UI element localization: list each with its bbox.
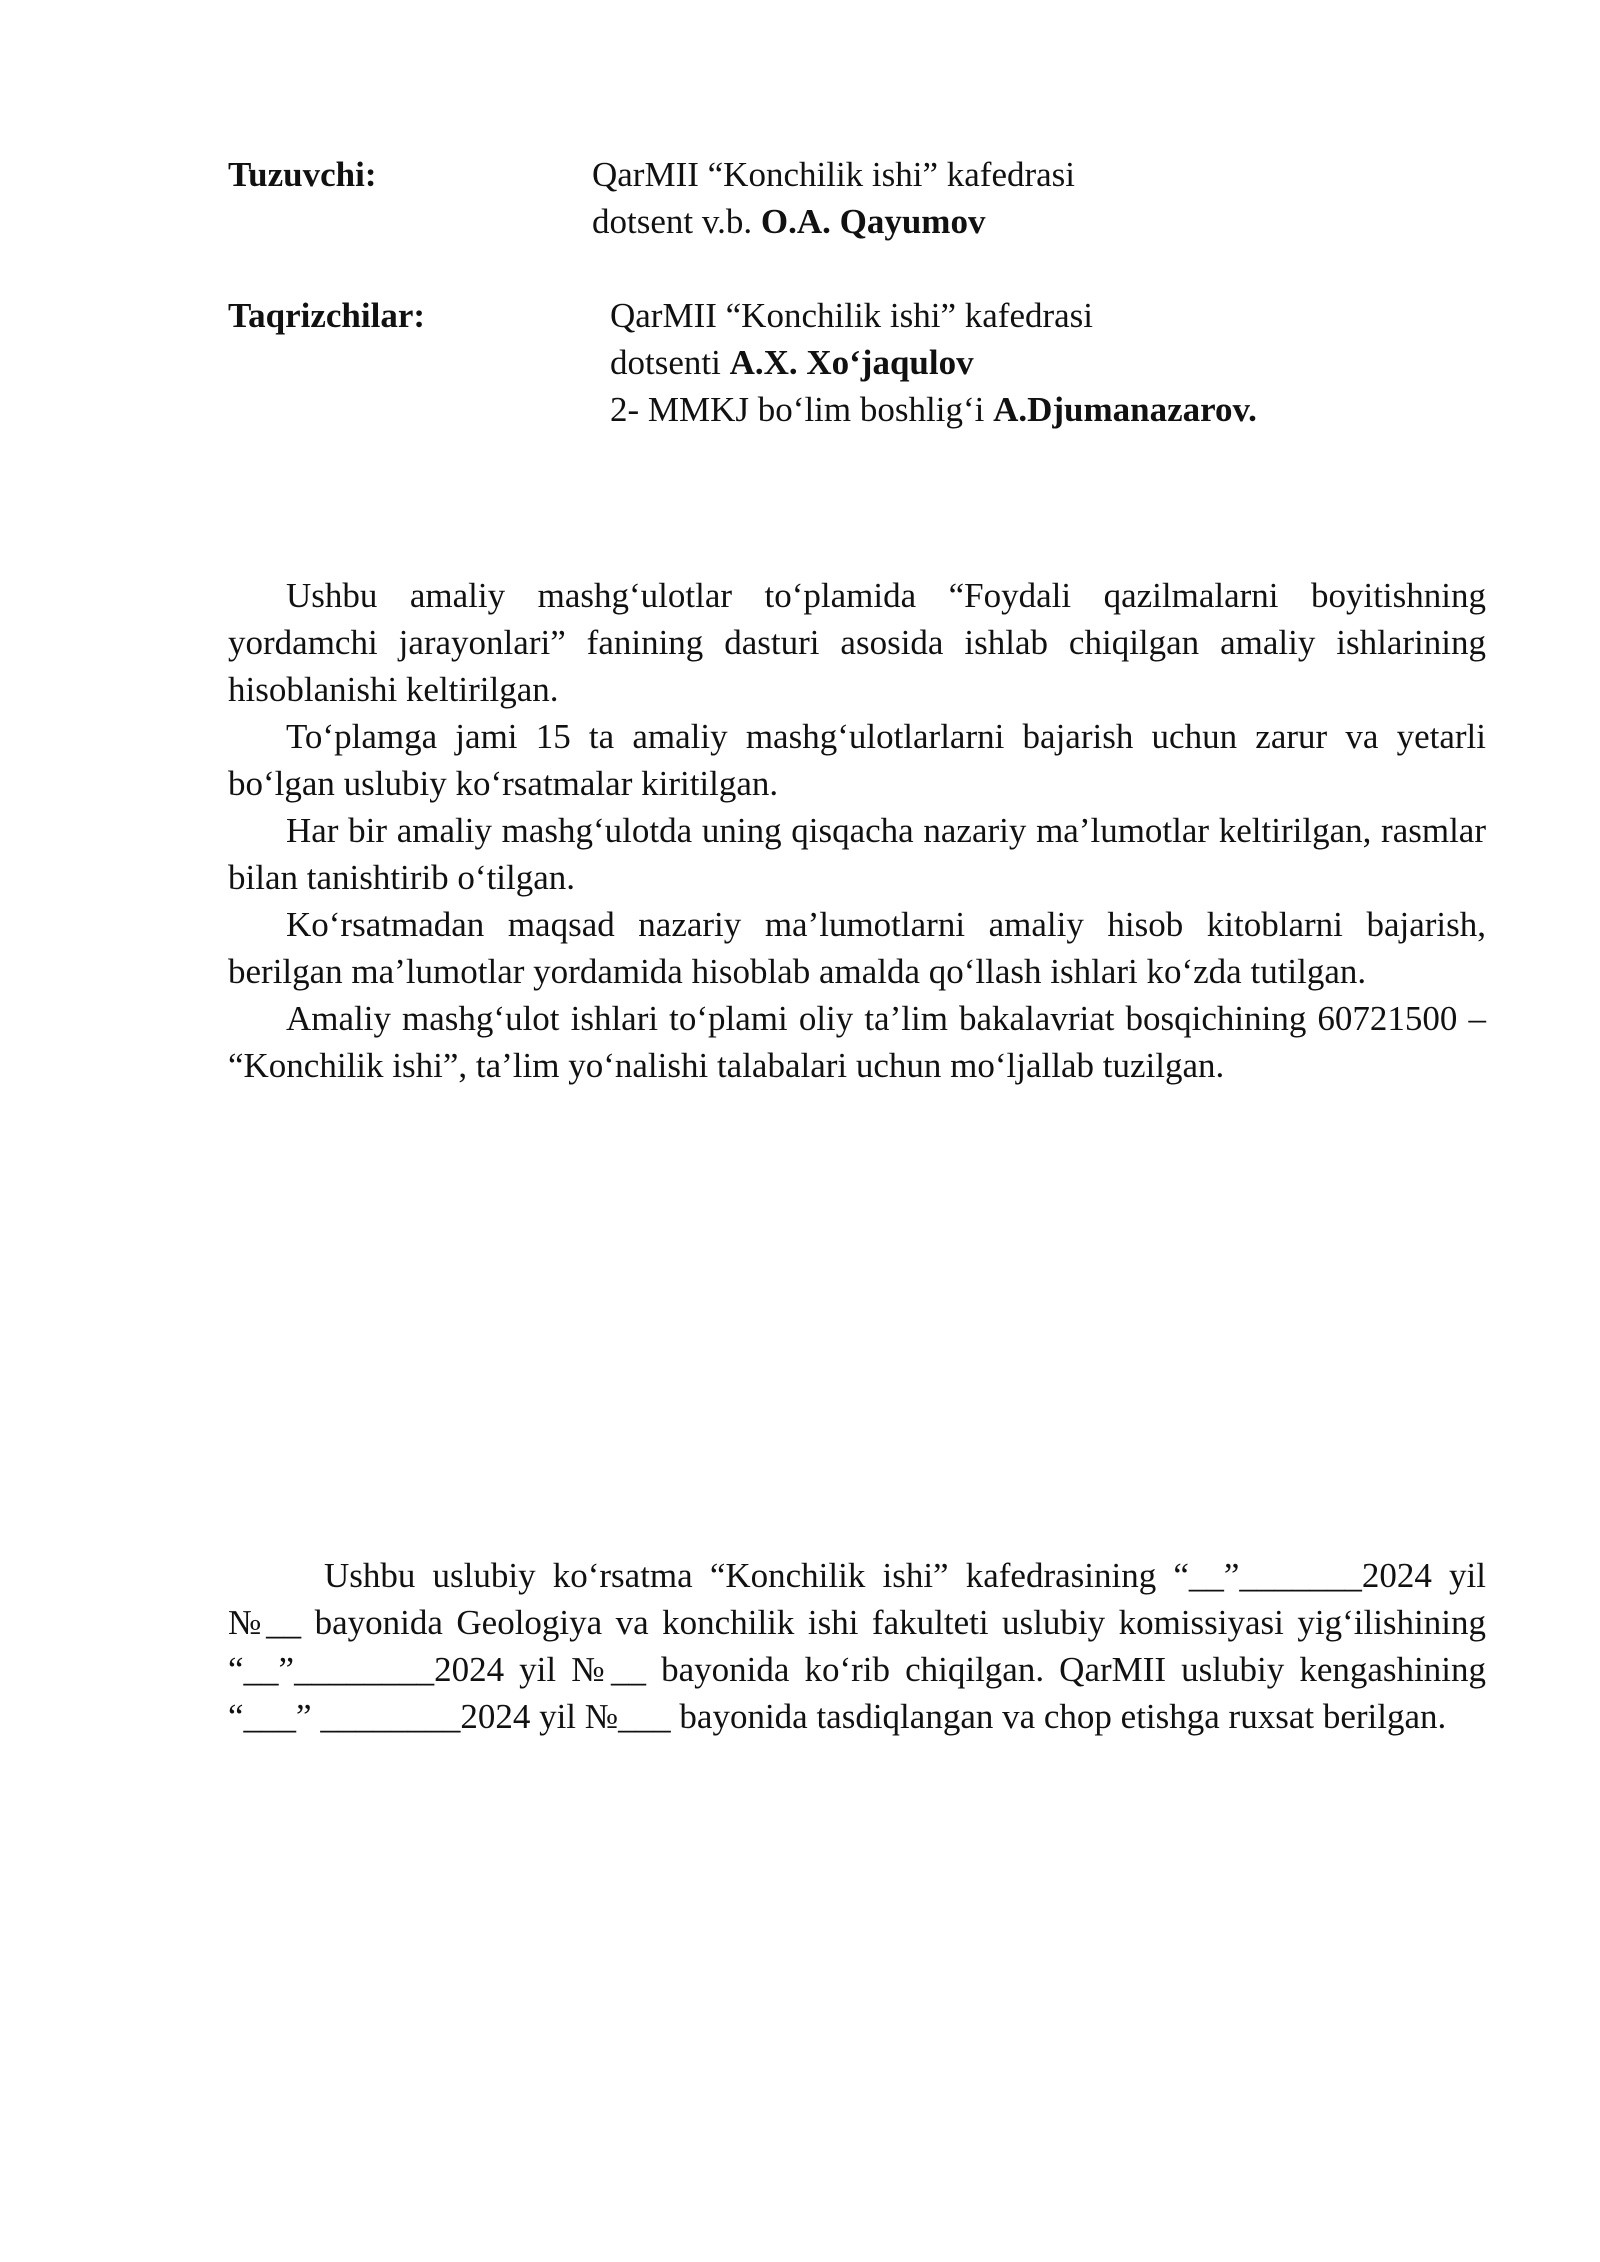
reviewer1-position: dotsenti: [610, 343, 730, 382]
author-label: Tuzuvchi:: [228, 155, 377, 194]
reviewers-block: [610, 292, 1257, 433]
author-title-line: [592, 198, 1075, 245]
author-affiliation: QarMII “Konchilik ishi” kafedrasi: [592, 155, 1076, 194]
annotation-paragraph: Ushbu amaliy mashg‘ulotlar to‘plamida “Foydali qazilmalarni boyitishning yordamchi jarayonlari” fanining dasturi asosida ishlab chiqilgan amaliy ishlarining hisoblanishi keltirilgan.: [228, 576, 1486, 709]
reviewer1-name: A.X. Xo‘jaqulov: [729, 343, 974, 382]
approval-statement: [228, 1552, 1486, 1740]
reviewer2-line: [610, 386, 1257, 433]
approval-paragraph: Ushbu uslubiy ko‘rsatma “Konchilik ishi” kafedrasining “__”_______2024 yil №__ bayonida Geologiya va konchilik ishi fakulteti uslubiy komissiyasi yig‘ilishining “__”________2024 yil №__ bayonida ko‘rib chiqilgan. QarMII uslubiy kengashining “___” ________2024 yil №___ bayonida tasdiqlangan va chop etishga ruxsat berilgan.: [228, 1556, 1486, 1736]
annotation-paragraph: Har bir amaliy mashg‘ulotda uning qisqacha nazariy ma’lumotlar keltirilgan, rasmlar bilan tanishtirib o‘tilgan.: [228, 811, 1486, 897]
reviewers-label: Taqrizchilar:: [228, 296, 426, 335]
reviewer2-name: A.Djumanazarov.: [993, 390, 1257, 429]
reviewer1-affiliation: QarMII “Konchilik ishi” kafedrasi: [610, 296, 1094, 335]
annotation-paragraph: Ko‘rsatmadan maqsad nazariy ma’lumotlarni amaliy hisob kitoblarni bajarish, berilgan ma’lumotlar yordamida hisoblab amalda qo‘llash ishlari ko‘zda tutilgan.: [228, 905, 1486, 991]
reviewer1-title-line: [610, 339, 1257, 386]
annotation-text: [228, 572, 1486, 1089]
annotation-paragraph: To‘plamga jami 15 ta amaliy mashg‘ulotlarlarni bajarish uchun zarur va yetarli bo‘lgan uslubiy ko‘rsatmalar kiritilgan.: [228, 717, 1486, 803]
author-name: O.A. Qayumov: [760, 202, 986, 241]
author-block: [592, 151, 1075, 245]
author-position: dotsent v.b.: [592, 202, 761, 241]
annotation-paragraph: Amaliy mashg‘ulot ishlari to‘plami oliy ta’lim bakalavriat bosqichining 60721500 – “Konchilik ishi”, ta’lim yo‘nalishi talabalari uchun mo‘ljallab tuzilgan.: [228, 999, 1486, 1085]
reviewer2-position: 2- MMKJ bo‘lim boshlig‘i: [610, 390, 994, 429]
